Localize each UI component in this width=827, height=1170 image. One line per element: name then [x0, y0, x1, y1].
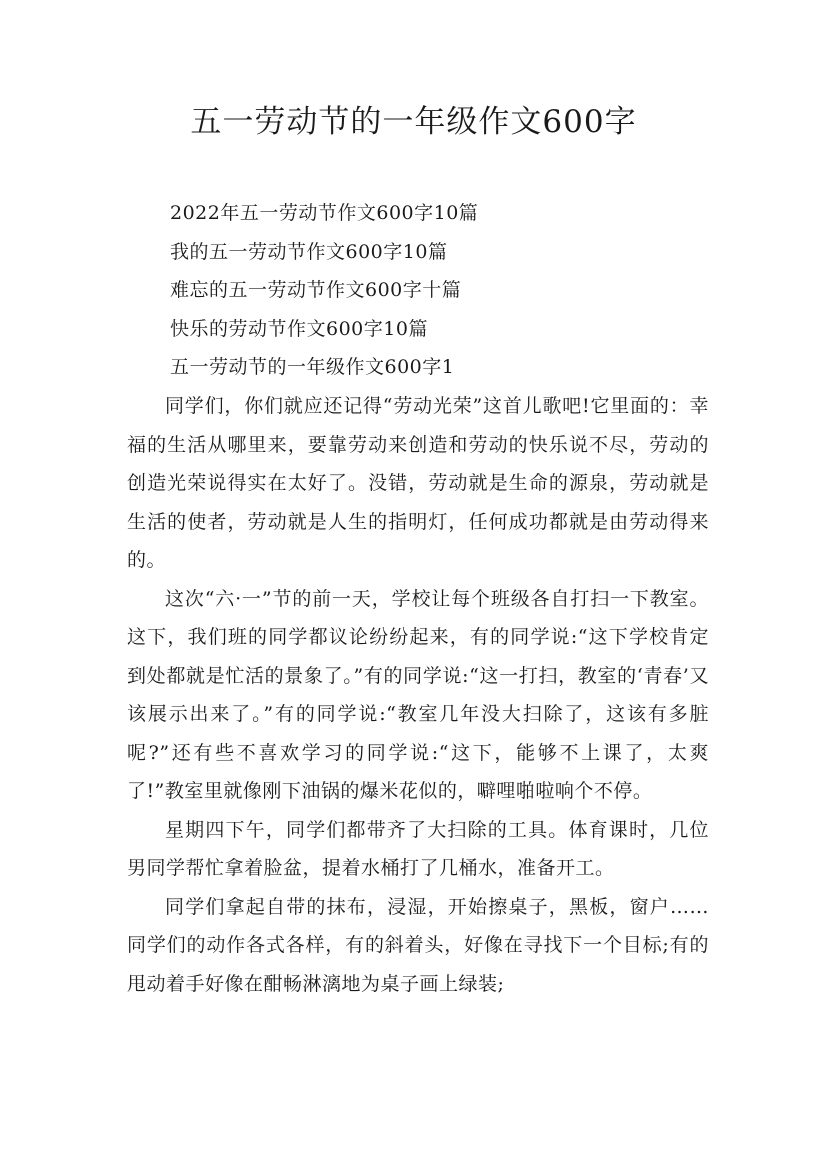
article-list — [170, 194, 478, 387]
page-title: 五一劳动节的一年级作文600字 — [190, 104, 637, 140]
article-list-item: 我的五一劳动节作文600字10篇 — [170, 240, 448, 263]
article-list-item: 难忘的五一劳动节作文600字十篇 — [170, 279, 462, 301]
article-list-item: 五一劳动节的一年级作文600字1 — [170, 356, 455, 378]
paragraph: 这次“六·一”节的前一天，学校让每个班级各自打扫一下教室。这下，我们班的同学都议论纷纷起来，有的同学说:“这下学校肯定到处都就是忙活的景象了。”有的同学说:“这一打扫，教室的‘青春’又该展示出来了。”有的同学说:“教室几年没大扫除了，这该有多脏呢?”还有些不喜欢学习的同学说:“这下，能够不上课了，太爽了!”教室里就像刚下油锅的爆米花似的，噼哩啪啦响个不停。 — [127, 587, 709, 802]
paragraph: 同学们，你们就应还记得“劳动光荣”这首儿歌吧!它里面的：幸福的生活从哪里来，要靠劳动来创造和劳动的快乐说不尽，劳动的创造光荣说得实在太好了。没错，劳动就是生命的源泉，劳动就是生活的使者，劳动就是人生的指明灯，任何成功都就是由劳动得来的。 — [127, 395, 709, 571]
article-list-item: 快乐的劳动节作文600字10篇 — [170, 317, 428, 340]
paragraph: 同学们拿起自带的抹布，浸湿，开始擦桌子，黑板，窗户……同学们的动作各式各样，有的斜着头，好像在寻找下一个目标;有的甩动着手好像在酣畅淋漓地为桌子画上绿装; — [127, 895, 709, 995]
article-list-item: 2022年五一劳动节作文600字10篇 — [170, 202, 479, 224]
essay-body — [127, 387, 709, 1003]
paragraph: 星期四下午，同学们都带齐了大扫除的工具。体育课时，几位男同学帮忙拿着脸盆，提着水桶打了几桶水，准备开工。 — [127, 818, 709, 879]
